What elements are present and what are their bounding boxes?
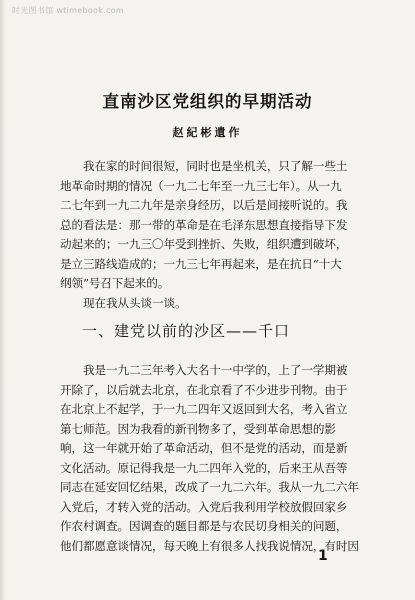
text-line: 同志在延安回忆结果，改成了一九二六年。我从一九二六年 bbox=[60, 480, 359, 494]
text-line: 入党后，才转入党的活动。入党后我利用学校放假回家乡 bbox=[60, 499, 348, 514]
text-line: 是立三路线造成的；一九三七年再起来，是在抗日“十大 bbox=[60, 256, 342, 271]
text-line: 响，这一年就开始了革命活动，但不是党的活动，而是新 bbox=[60, 441, 348, 455]
section-body bbox=[60, 361, 380, 556]
text-line: 我在家的时间很短，同时也是坐机关，只了解一些土 bbox=[60, 159, 348, 173]
intro-paragraphs bbox=[60, 157, 380, 313]
text-line: 文化活动。原记得我是一九二四年入党的，后来王从吾等 bbox=[60, 460, 348, 475]
text-line: 地革命时期的情况（一九二七年至一九三七年）。从一九 bbox=[60, 178, 342, 193]
page-title: 直南沙区党组织的早期活动 bbox=[102, 92, 313, 111]
text-line: 二七年到一九二九年是亲身经历，以后是间接听说的。我 bbox=[60, 198, 348, 212]
author-line: 赵紀彬遺作 bbox=[172, 126, 243, 139]
text-line: 在北京上不起学，于一九二四年又返回到大名，考入省立 bbox=[60, 402, 348, 416]
page-number: 1 bbox=[318, 548, 328, 564]
text-line: 我是一九二三年考入大名十一中学的，上了一学期被 bbox=[60, 363, 348, 377]
text-line: 现在我从头谈一谈。 bbox=[60, 295, 187, 310]
watermark: 时光图书馆 wtimebook.com bbox=[12, 6, 124, 15]
text-line: 动起来的；一九三〇年受到挫折、失败，组织遭到破坏， bbox=[60, 237, 348, 251]
text-line: 总的看法是：那一带的革命是在毛泽东思想直接指导下发 bbox=[60, 217, 348, 232]
text-line: 纲领”号召下起来的。 bbox=[60, 276, 170, 290]
text-line: 作农村调查。因调查的题目都是与农民切身相关的问题， bbox=[60, 519, 348, 533]
text-line: 第七师范。因为我看的新刊物多了，受到革命思想的影 bbox=[60, 421, 336, 436]
text-line: 他们都愿意谈情况，每天晚上有很多人找我说情况，有时因 bbox=[60, 538, 359, 553]
text-line: 开除了，以后就去北京，在北京看了不少进步刊物。由于 bbox=[60, 382, 348, 397]
section-heading: 一、建党以前的沙区——千口 bbox=[82, 322, 291, 340]
